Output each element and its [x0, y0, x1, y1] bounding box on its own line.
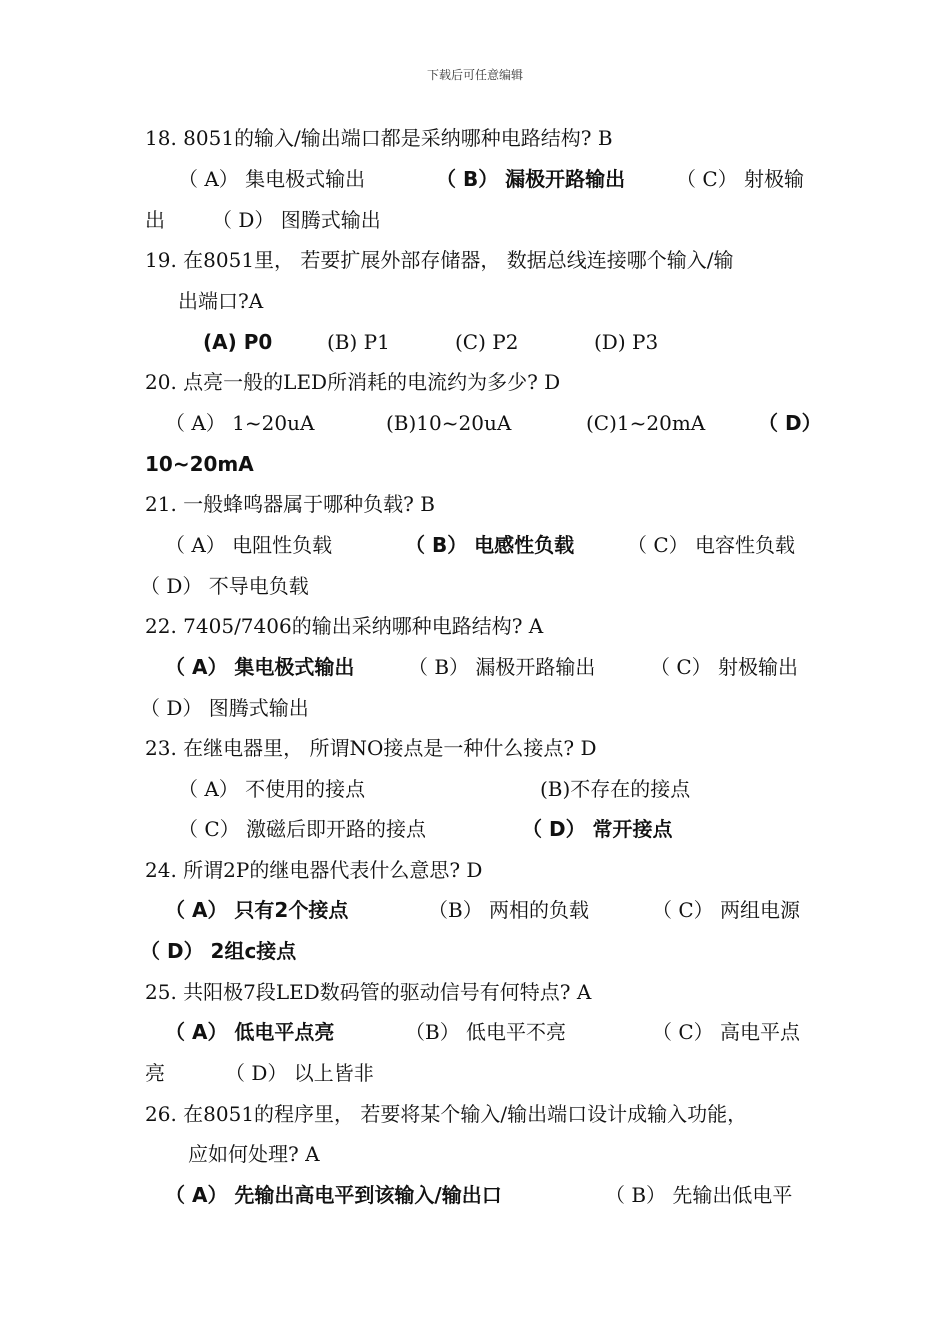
option-a-answer: （ A） 只有2个接点 [165, 898, 349, 922]
option-b-answer: （ B） 漏极开路输出 [436, 167, 626, 191]
option-b: (B)10~20uA [386, 411, 512, 435]
stem-line: 应如何处理? A [188, 1142, 320, 1166]
option-b: （B） 两相的负载 [428, 898, 590, 922]
option-c: （ C） 高电平点 [652, 1020, 801, 1044]
option-d-answer: （ D） 常开接点 [522, 817, 673, 841]
stem-line: 22. 7405/7406的输出采纳哪种电路结构? A [145, 614, 544, 638]
option-a-answer: （ A） 低电平点亮 [165, 1020, 335, 1044]
stem-line: 出端口?A [178, 289, 264, 313]
stem-line: 25. 共阳极7段LED数码管的驱动信号有何特点? A [145, 980, 592, 1004]
option-c: （ C） 射极输 [676, 167, 805, 191]
option-d: （ D） 以上皆非 [225, 1061, 374, 1085]
option-d: （ D） 图腾式输出 [140, 696, 309, 720]
stem-line: 20. 点亮一般的LED所消耗的电流约为多少? D [145, 370, 561, 394]
option-c: （ C） 激磁后即开路的接点 [178, 817, 427, 841]
stem-line: 23. 在继电器里， 所谓NO接点是一种什么接点? D [145, 736, 597, 760]
option-a: （ A） 电阻性负载 [165, 533, 333, 557]
option-a-answer: （ A） 集电极式输出 [165, 655, 355, 679]
stem-line: 21. 一般蜂鸣器属于哪种负载? B [145, 492, 435, 516]
stem-line: 24. 所谓2P的继电器代表什么意思? D [145, 858, 483, 882]
option-c-cont: 出 [145, 208, 165, 232]
option-c-cont: 亮 [145, 1061, 165, 1085]
option-c: (C) P2 [455, 330, 519, 354]
option-d-answer: （ D） [758, 411, 822, 435]
option-a-answer: （ A） 先输出高电平到该输入/输出口 [165, 1183, 502, 1207]
stem-line: 26. 在8051的程序里， 若要将某个输入/输出端口设计成输入功能， [145, 1102, 748, 1126]
option-a: （ A） 1~20uA [165, 411, 315, 435]
option-b: （ B） 漏极开路输出 [408, 655, 596, 679]
option-d: (D) P3 [594, 330, 659, 354]
option-d: （ D） 图腾式输出 [212, 208, 381, 232]
option-d-answer-cont: 10~20mA [145, 452, 254, 476]
option-c: (C)1~20mA [586, 411, 706, 435]
option-b: （B） 低电平不亮 [405, 1020, 567, 1044]
option-c: （ C） 两组电源 [652, 898, 801, 922]
option-c: （ C） 射极输出 [650, 655, 799, 679]
option-a: （ A） 集电极式输出 [178, 167, 366, 191]
option-b: (B)不存在的接点 [540, 777, 691, 801]
option-d: （ D） 2组c接点 [140, 939, 297, 963]
option-b: （ B） 先输出低电平 [605, 1183, 793, 1207]
stem-line: 19. 在8051里， 若要扩展外部存储器， 数据总线连接哪个输入/输 [145, 248, 734, 272]
option-a-answer: (A) P0 [203, 330, 273, 354]
option-d: （ D） 不导电负载 [140, 574, 309, 598]
option-b: (B) P1 [327, 330, 390, 354]
option-b-answer: （ B） 电感性负载 [405, 533, 575, 557]
page-header: 下载后可任意编辑 [426, 68, 523, 82]
stem-line: 18. 8051的输入/输出端口都是采纳哪种电路结构? B [145, 126, 613, 150]
option-c: （ C） 电容性负载 [627, 533, 796, 557]
option-a: （ A） 不使用的接点 [178, 777, 366, 801]
